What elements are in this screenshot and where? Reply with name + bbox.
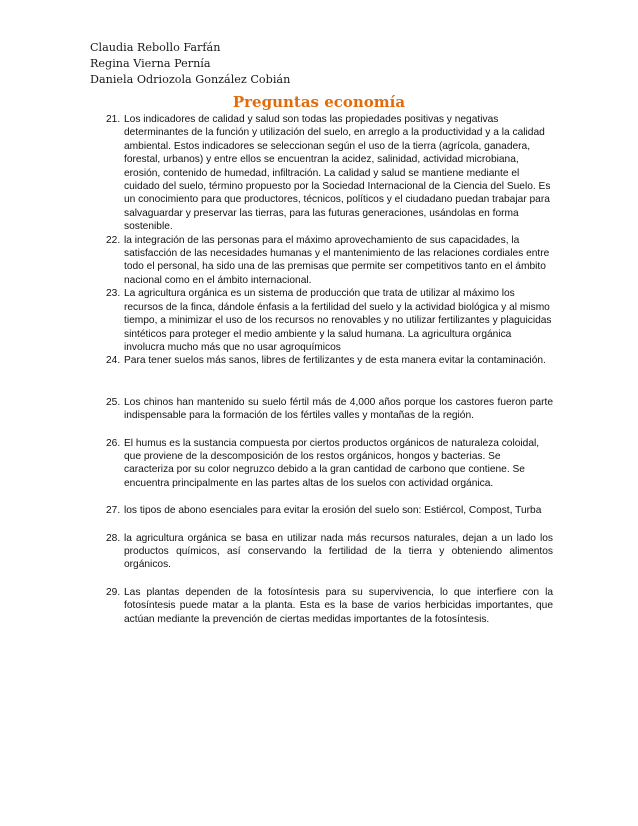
item-number: 21.: [106, 114, 121, 125]
item-number: 27.: [106, 505, 121, 517]
item-text: Los chinos han mantenido su suelo fértil más de 4,000 años porque los castores fueron parte indispensable para la formación de los fértiles valles y montañas de la región.: [124, 396, 553, 422]
list-item: [90, 532, 553, 572]
author-name: Claudia Rebollo Farfán: [90, 41, 221, 54]
list-item: [90, 354, 553, 367]
item-text: Para tener suelos más sanos, libres de fertilizantes y de esta manera evitar la contaminación.: [124, 355, 546, 367]
item-number: 28.: [106, 532, 121, 544]
list-item: [90, 234, 553, 288]
list-item: [90, 504, 553, 517]
answer-list: [90, 113, 553, 626]
author-name: Daniela Odriozola González Cobián: [90, 73, 291, 86]
author-name: Regina Vierna Pernía: [90, 57, 211, 70]
item-number: 26.: [106, 437, 121, 449]
item-text: la integración de las personas para el máximo aprovechamiento de sus capacidades, la satisfacción de las necesidades humanas y el mantenimiento de las relaciones cordiales entre todo el personal, ha sido una de las premisas que permite ser competitivos tanto en el ámbito nacional como en el ámbito internacional.: [124, 234, 550, 286]
list-item: [90, 287, 553, 354]
item-number: 22.: [106, 234, 121, 246]
list-item: [90, 396, 553, 423]
list-item: [90, 586, 553, 626]
list-item: [90, 113, 553, 234]
item-text: Las plantas dependen de la fotosíntesis para su supervivencia, lo que interfiere con la fotosíntesis puede matar a la planta. Esta es la base de varios herbicidas importantes, que actúan mediante la prevención de ciertas medidas importantes de la fotosíntesis.: [124, 586, 553, 625]
item-number: 24.: [106, 355, 121, 367]
item-text: La agricultura orgánica es un sistema de producción que trata de utilizar al máximo los recursos de la finca, dándole énfasis a la fertilidad del suelo y la actividad biológica y al mismo tiempo, a minimizar el uso de los recursos no renovables y no utilizar fertilizantes y plaguicidas sintéticos para proteger el medio ambiente y la salud humana. La agricultura orgánica involucra mucho más que no usar agroquímicos: [124, 288, 552, 353]
list-item: [90, 437, 553, 491]
item-text: la agricultura orgánica se basa en utilizar nada más recursos naturales, dejan a un lado los productos químicos, así conservando la fertilidad de la tierra y obteniendo alimentos orgánicos.: [124, 532, 553, 571]
item-number: 25.: [106, 396, 121, 408]
item-text: Los indicadores de calidad y salud son todas las propiedades positivas y negativas determinantes de la función y utilización del suelo, en arreglo a la productividad y a la calidad ambiental. Estos indicadores se seleccionan según el uso de la tierra (agrícola, ganadera, forestal, urbanos) y entre ellos se encuentran la acidez, salinidad, actividad microbiana, erosión, contenido de humedad, infiltración. La calidad y salud se mantiene mediante el cuidado del suelo, término propuesto por la Sociedad Internacional de la Ciencia del Suelo. Es un conocimiento para que productores, técnicos, políticos y el ciudadano puedan trabajar para salvaguardar y preservar las tierras, para las futuras generaciones, usándolas en forma sostenible.: [124, 114, 551, 233]
page-title: Preguntas economía: [232, 93, 406, 111]
item-number: 23.: [106, 288, 121, 300]
item-number: 29.: [106, 586, 121, 598]
author-list: [90, 40, 290, 88]
item-text: El humus es la sustancia compuesta por ciertos productos orgánicos de naturaleza coloidal, que proviene de la descomposición de los restos orgánicos, hongos y bacterias. Se caracteriza por su color negruzco debido a la gran cantidad de carbono que contiene. Se encuentra principalmente en las partes altas de los suelos con actividad orgánica.: [124, 437, 540, 489]
item-text: los tipos de abono esenciales para evitar la erosión del suelo son: Estiércol, Compost, Turba: [124, 505, 542, 517]
